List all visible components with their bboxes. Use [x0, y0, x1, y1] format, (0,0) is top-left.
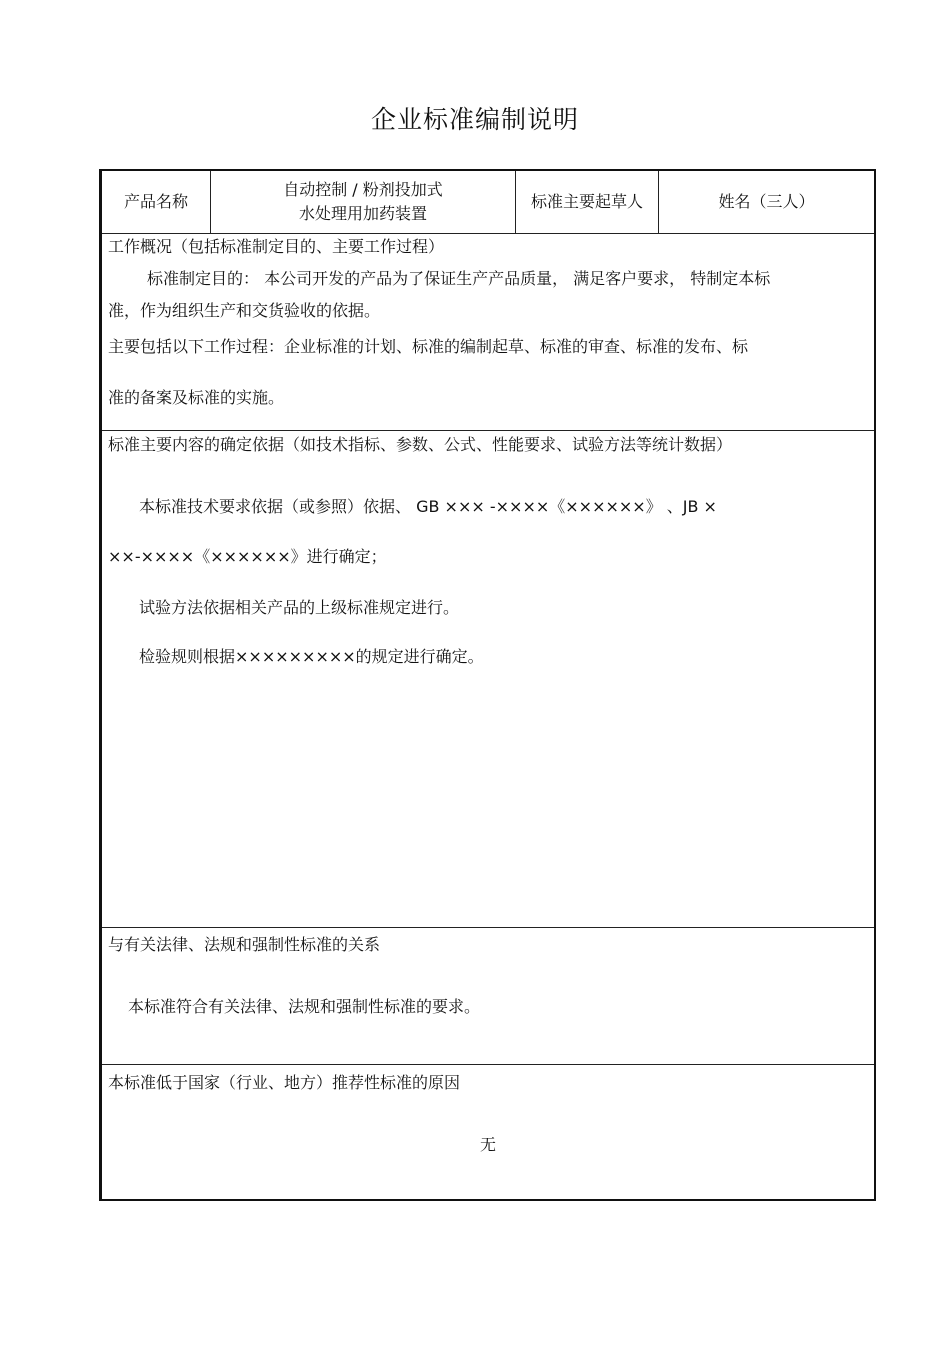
product-name-line-1: 自动控制 / 粉剂投加式	[283, 180, 443, 199]
inspection-rule-line: 检验规则根据×××××××××的规定进行确定。	[139, 647, 484, 666]
purpose-line-1: 标准制定目的： 本公司开发的产品为了保证生产产品质量， 满足客户要求， 特制定本标	[147, 269, 771, 288]
standard-form-table	[99, 169, 876, 1201]
law-heading: 与有关法律、法规和强制性标准的关系	[108, 935, 381, 954]
row-divider	[102, 927, 874, 928]
process-line-1: 主要包括以下工作过程：企业标准的计划、标准的编制起草、标准的审查、标准的发布、标	[108, 337, 749, 356]
tech-basis-line-2: ××-××××《××××××》进行确定；	[108, 547, 387, 566]
process-line-2: 准的备案及标准的实施。	[108, 388, 285, 407]
drafter-name: 姓名（三人）	[718, 192, 815, 211]
product-name-line-2: 水处理用加药装置	[298, 204, 427, 223]
row-divider	[102, 430, 874, 431]
row-divider	[102, 1064, 874, 1065]
product-name-value	[211, 171, 515, 233]
product-name-label: 产品名称	[123, 192, 188, 211]
tech-basis-line-1: 本标准技术要求依据（或参照）依据、 GB ××× -××××《××××××》 、JB ×	[139, 497, 717, 516]
basis-heading: 标准主要内容的确定依据（如技术指标、参数、公式、性能要求、试验方法等统计数据）	[108, 435, 733, 454]
lower-standard-heading: 本标准低于国家（行业、地方）推荐性标准的原因	[108, 1073, 461, 1092]
test-method-line: 试验方法依据相关产品的上级标准规定进行。	[139, 598, 460, 617]
drafter-label: 标准主要起草人	[530, 192, 643, 211]
purpose-line-2: 准，作为组织生产和交货验收的依据。	[108, 301, 381, 320]
document-title: 企业标准编制说明	[370, 105, 579, 134]
overview-heading: 工作概况（包括标准制定目的、主要工作过程）	[108, 237, 445, 256]
lower-standard-content: 无	[479, 1135, 496, 1154]
law-content: 本标准符合有关法律、法规和强制性标准的要求。	[128, 997, 481, 1016]
